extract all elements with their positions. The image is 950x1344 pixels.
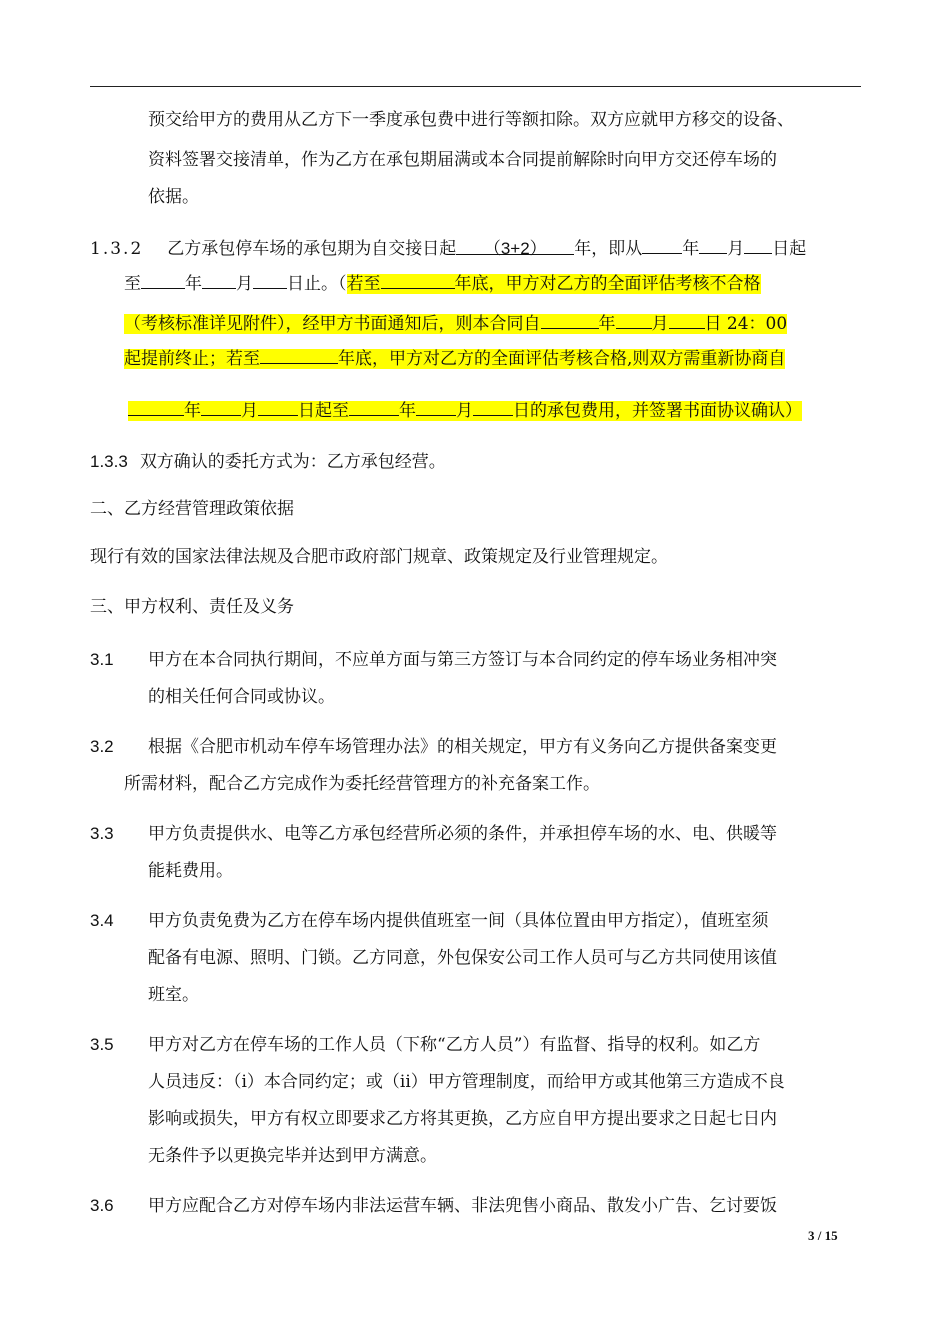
- clause-1-3-2-line-4: [124, 346, 785, 371]
- clause-line: 甲方负责提供水、电等乙方承包经营所必须的条件，并承担停车场的水、电、供暖等: [148, 824, 777, 844]
- blank-field: [416, 398, 456, 416]
- blank-field: [744, 236, 772, 254]
- clause-1-3-2-line-2: 至 年 月 日止。（若至 年底，甲方对乙方的全面评估考核不合格: [124, 271, 761, 296]
- blank-field: [349, 398, 399, 416]
- highlighted-text: 起提前终止；若至 年底，甲方对乙方的全面评估考核合格,则双方需重新协商自: [124, 349, 785, 369]
- blank-field: [473, 398, 513, 416]
- blank-field: [202, 271, 236, 289]
- header-rule: [90, 86, 861, 87]
- clause-line: 能耗费用。: [148, 861, 233, 881]
- clause-line: 影响或损失，甲方有权立即要求乙方将其更换，乙方应自甲方提出要求之日起七日内: [148, 1109, 777, 1129]
- clause-1-3-2-line-5: [128, 398, 802, 423]
- clause-number: 3.3: [90, 824, 114, 843]
- section-2-body: 现行有效的国家法律法规及合肥市政府部门规章、政策规定及行业管理规定。: [90, 547, 668, 567]
- section-3-title: 三、甲方权利、责任及义务: [90, 597, 294, 617]
- clause-1-3-2-line-3: [124, 311, 787, 336]
- blank-field: [253, 271, 287, 289]
- clause-1-3-2-line-1: 1.3.2 乙方承包停车场的承包期为自交接日起 （3+2） 年，即从 年 月 日起: [90, 236, 806, 261]
- paragraph-line: 依据。: [148, 187, 199, 207]
- blank-field: [258, 398, 298, 416]
- blank-field: [642, 236, 682, 254]
- term-field: （3+2）: [456, 237, 574, 255]
- clause-line: 甲方在本合同执行期间，不应单方面与第三方签订与本合同约定的停车场业务相冲突: [148, 650, 777, 670]
- clause-line: 班室。: [148, 985, 199, 1005]
- paragraph-line: 资料签署交接清单，作为乙方在承包期届满或本合同提前解除时向甲方交还停车场的: [148, 150, 777, 170]
- blank-field: [541, 311, 599, 329]
- clause-line: 所需材料，配合乙方完成作为委托经营管理方的补充备案工作。: [124, 774, 600, 794]
- clause-number: 3.5: [90, 1035, 114, 1054]
- clause-number: 3.6: [90, 1196, 114, 1215]
- clause-line: 甲方负责免费为乙方在停车场内提供值班室一间（具体位置由甲方指定），值班室须: [148, 911, 769, 931]
- clause-number: 3.1: [90, 650, 114, 669]
- blank-field: [128, 398, 184, 416]
- clause-line: 根据《合肥市机动车停车场管理办法》的相关规定，甲方有义务向乙方提供备案变更: [148, 737, 777, 757]
- page-number: 3 / 15: [808, 1228, 838, 1243]
- blank-field: [141, 271, 185, 289]
- blank-field: [669, 311, 705, 329]
- blank-field: [260, 346, 338, 364]
- blank-field: [616, 311, 652, 329]
- section-2-title: 二、乙方经营管理政策依据: [90, 499, 294, 519]
- highlighted-text: 年 月 日起至 年 月 日的承包费用，并签署书面协议确认）: [128, 401, 802, 421]
- clause-line: 无条件予以更换完毕并达到甲方满意。: [148, 1146, 437, 1166]
- clause-line: 配备有电源、照明、门锁。乙方同意，外包保安公司工作人员可与乙方共同使用该值: [148, 948, 777, 968]
- clause-line: 甲方应配合乙方对停车场内非法运营车辆、非法兜售小商品、散发小广告、乞讨要饭: [148, 1196, 777, 1216]
- clause-number: 1.3.3: [90, 452, 128, 471]
- clause-line: 甲方对乙方在停车场的工作人员（下称“乙方人员”）有监督、指导的权利。如乙方: [148, 1035, 761, 1055]
- clause-line: 人员违反：（i）本合同约定；或（ii）甲方管理制度，而给甲方或其他第三方造成不良: [148, 1072, 785, 1092]
- clause-number: 3.2: [90, 737, 114, 756]
- clause-number: 1.3.2: [90, 239, 144, 259]
- clause-line: 的相关任何合同或协议。: [148, 687, 335, 707]
- highlighted-text: （考核标准详见附件），经甲方书面通知后，则本合同自 年 月 日 24：00: [124, 314, 787, 334]
- clause-number: 3.4: [90, 911, 114, 930]
- highlighted-text: 若至 年底，甲方对乙方的全面评估考核不合格: [347, 274, 761, 294]
- blank-field: [201, 398, 241, 416]
- blank-field: [699, 236, 727, 254]
- clause-1-3-3: 1.3.3 双方确认的委托方式为：乙方承包经营。: [90, 452, 446, 472]
- paragraph-line: 预交给甲方的费用从乙方下一季度承包费中进行等额扣除。双方应就甲方移交的设备、: [148, 110, 794, 130]
- blank-field: [381, 271, 455, 289]
